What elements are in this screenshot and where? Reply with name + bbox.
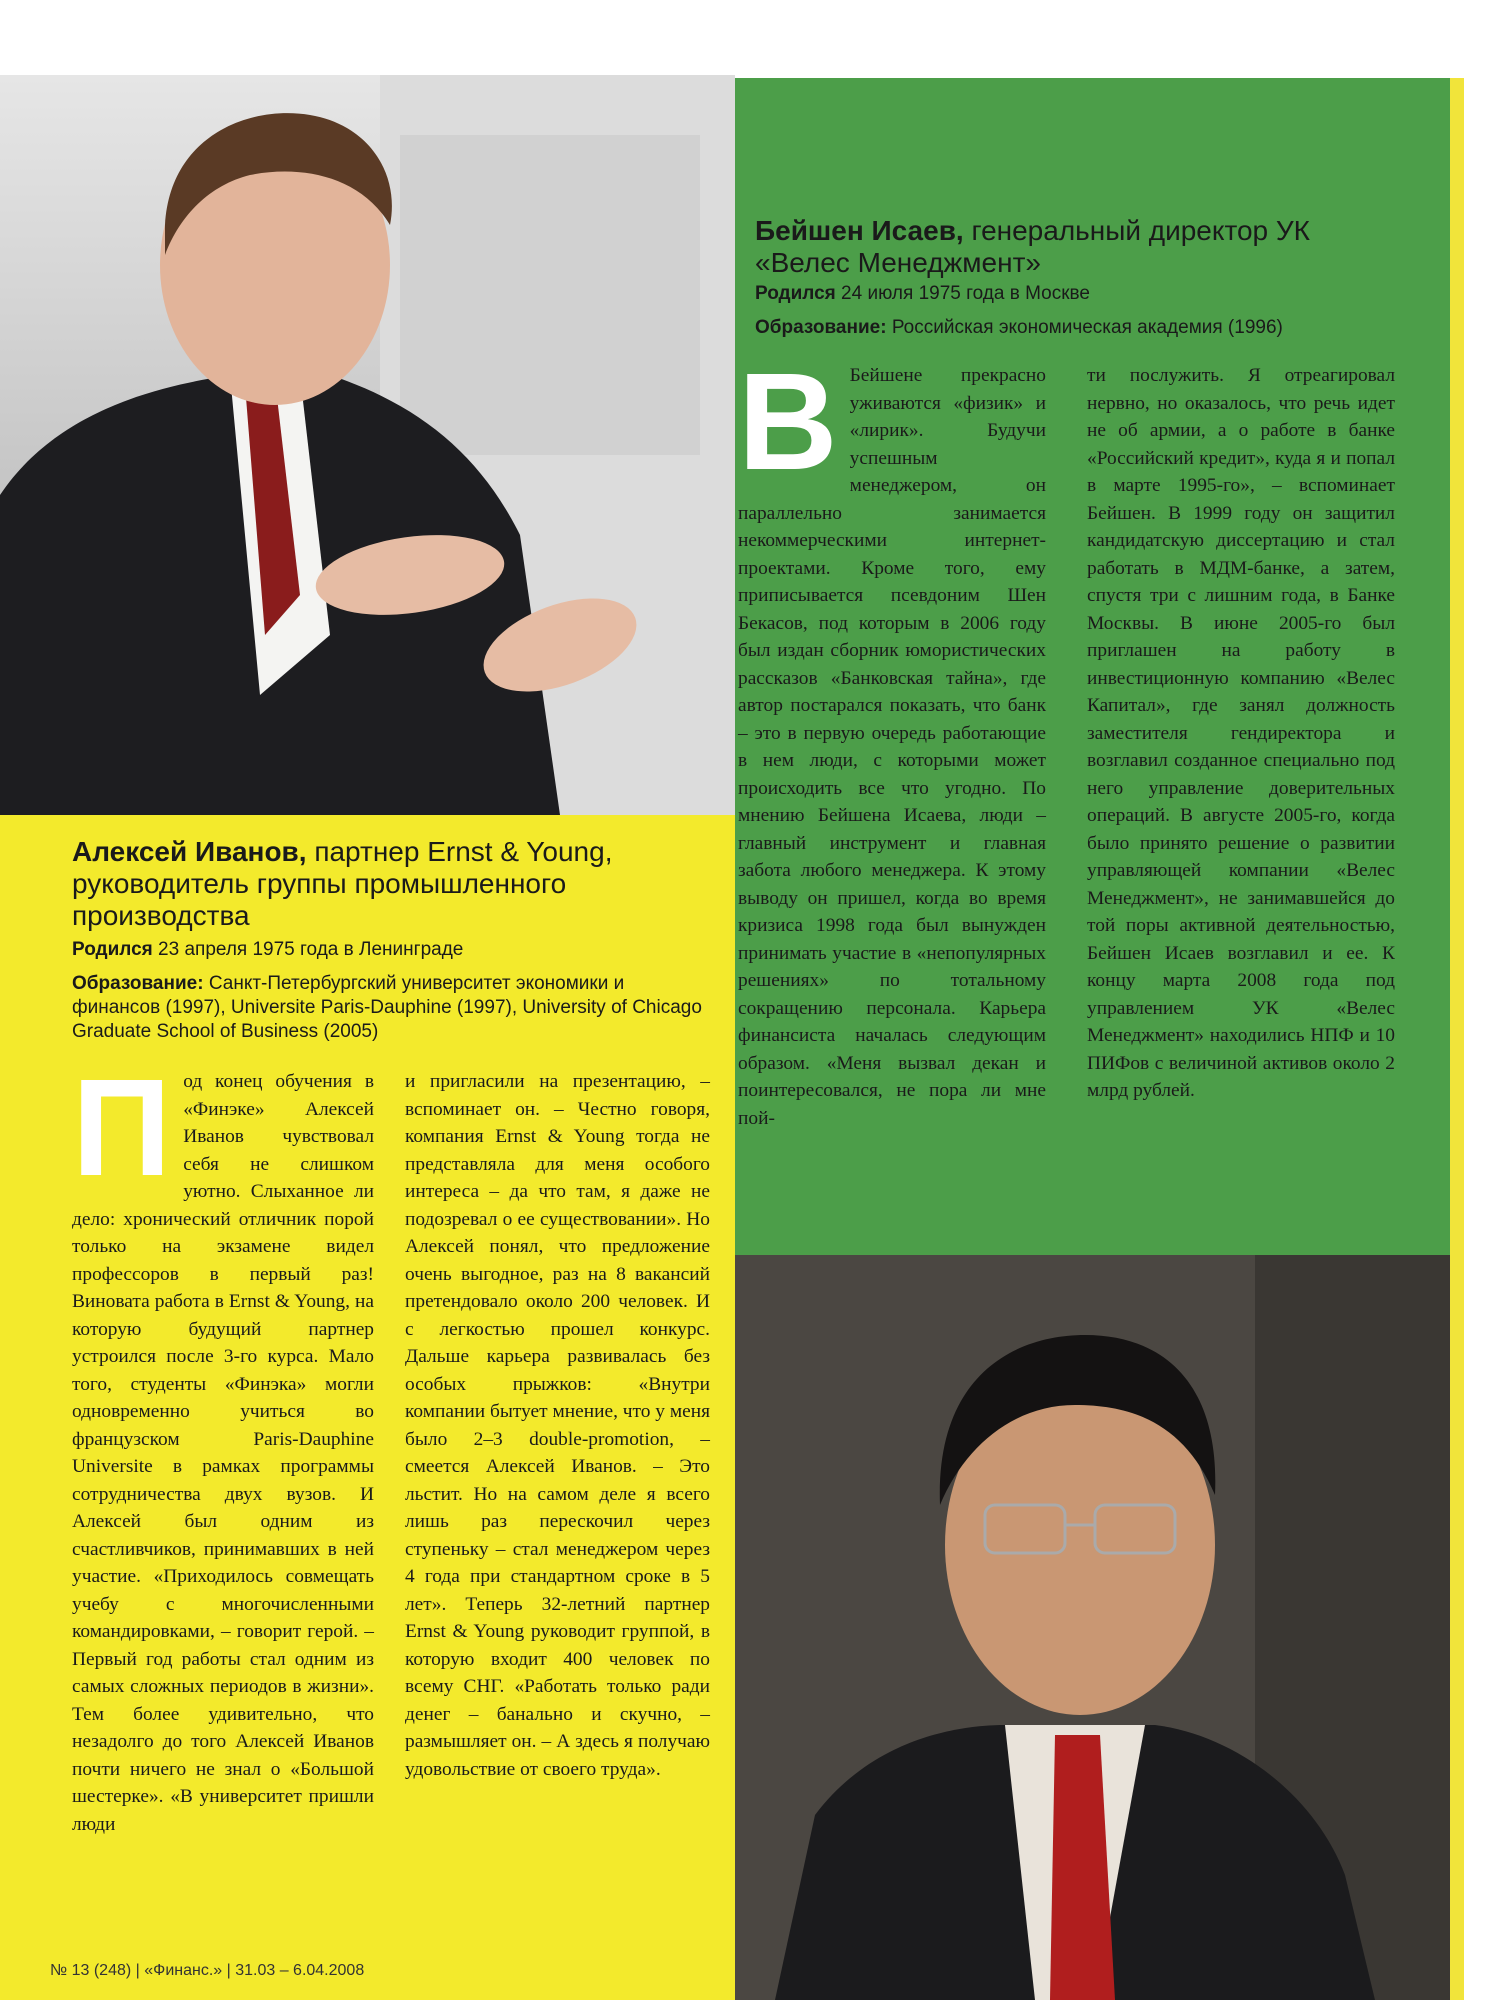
left-profile-heading bbox=[72, 836, 692, 932]
right-profile-education: Образование: Российская экономическая академия (1996) bbox=[755, 317, 1283, 338]
left-profile-column-2: и пригласили на презентацию, – вспоминает он. – Честно говоря, компания Ernst & Young тогда не представляла для меня особого интереса – да что там, я даже не подозревал о ее существовании». Но Алексей понял, что предложение очень выгодное, раз на 8 вакансий претендовало около 200 человек. И с легкостью прошел конкурс. Дальше карьера развивалась без особых прыжков: «Внутри компании бытует мнение, что у меня было 2–3 double-promotion, – смеется Алексей Иванов. – Это льстит. Но на самом деле я всего лишь раз перескочил через ступеньку – стал менеджером через 4 года при стандартном сроке в 5 лет». Теперь 32-летний партнер Ernst & Young руководит группой, в которую входит 400 человек по всему СНГ. «Работать только ради денег – банально и скучно, – размышляет он. – А здесь я получаю удовольствие от своего труда». bbox=[405, 1071, 711, 1780]
issue-footer: № 13 (248) | «Финанс.» | 31.03 – 6.04.2008 bbox=[50, 1962, 365, 1979]
dropcap: П bbox=[72, 1051, 172, 1205]
left-profile-role: партнер Ernst & Young, руководитель группы промышленного производства bbox=[72, 836, 613, 931]
right-profile-heading bbox=[755, 215, 1395, 279]
right-profile-column-1: В Бейшене прекрасно уживаются «физик» и «лирик». Будучи успешным менеджером, он параллельно занимается некоммерческими интернет-проектами. Кроме того, ему приписывается псевдоним Шен Бекасов, под которым в 2006 году был издан сборник юмористических рассказов «Банковская тайна», где автор постарался показать, что банк – это в первую очередь работающие в нем люди, с которыми может происходить все что угодно. По мнению Бейшена Исаева, люди – главный инструмент и главная забота любого менеджера. К этому выводу он пришел, когда во время кризиса 1998 года был вынужден принимать участие в «непопулярных решениях» по тотальному сокращению персонала. Карьера финансиста началась следующим образом. «Меня вызвал декан и поинтересовался, не пора ли мне пой- bbox=[738, 345, 1046, 1129]
photo-beishen-isaev bbox=[735, 1255, 1450, 2000]
page-edge-strip bbox=[1450, 78, 1464, 2000]
right-profile-name: Бейшен Исаев, bbox=[755, 215, 964, 246]
left-profile-education: Образование: Санкт-Петербургский университет экономики и финансов (1997), Universite Paris-Dauphine (1997), University of Chicago Graduate School of Business (2005) bbox=[72, 973, 702, 1042]
right-profile-column-2: ти послужить. Я отреагировал нервно, но оказалось, что речь идет не об армии, а о работе в банке «Российский кредит», куда я и попал в марте 1995-го», – вспоминает Бейшен. В 1999 году он защитил кандидатскую диссертацию и стал работать в МДМ-банке, а затем, спустя три с лишним года, в Банке Москвы. В июне 2005-го был приглашен на работу в инвестиционную компанию «Велес Капитал», где занял должность заместителя гендиректора и возглавил созданное специально под него управление доверительных операций. В августе 2005-го, когда было принято решение о развитии управляющей компании «Велес Менеджмент», не занимавшейся до той поры активной деятельностью, Бейшен Исаев возглавил и ее. К концу марта 2008 года под управлением УК «Велес Менеджмент» находились НПФ и 10 ПИФов с величиной активов около 2 млрд рублей. bbox=[1087, 365, 1395, 1101]
right-profile-born: Родился 24 июля 1975 года в Москве bbox=[755, 283, 1090, 304]
left-profile-born: Родился 23 апреля 1975 года в Ленинграде bbox=[72, 939, 464, 960]
left-profile-column-1: Под конец обучения в «Финэке» Алексей Иванов чувствовал себя не слишком уютно. Слыханное ли дело: хронический отличник порой только на экзамене видел профессоров в первый раз! Виновата работа в Ernst & Young, на которую будущий партнер устроился после 3-го курса. Мало того, студенты «Финэка» могли одновременно учиться во французском Paris-Dauphine Universite в рамках программы сотрудничества двух вузов. И Алексей был одним из счастливчиков, принимавших в ней участие. «Приходилось совмещать учебу с многочисленными командировками, – говорит герой. – Первый год работы стал одним из самых сложных периодов в жизни». Тем более удивительно, что незадолго до того Алексей Иванов почти ничего не знал о «Большой шестерке». «В университет пришли люди bbox=[72, 1051, 374, 1835]
dropcap: В bbox=[738, 345, 838, 499]
photo-alexey-ivanov bbox=[0, 75, 735, 815]
right-profile-role: генеральный директор УК «Велес Менеджмент» bbox=[755, 215, 1310, 278]
left-profile-name: Алексей Иванов, bbox=[72, 836, 307, 867]
